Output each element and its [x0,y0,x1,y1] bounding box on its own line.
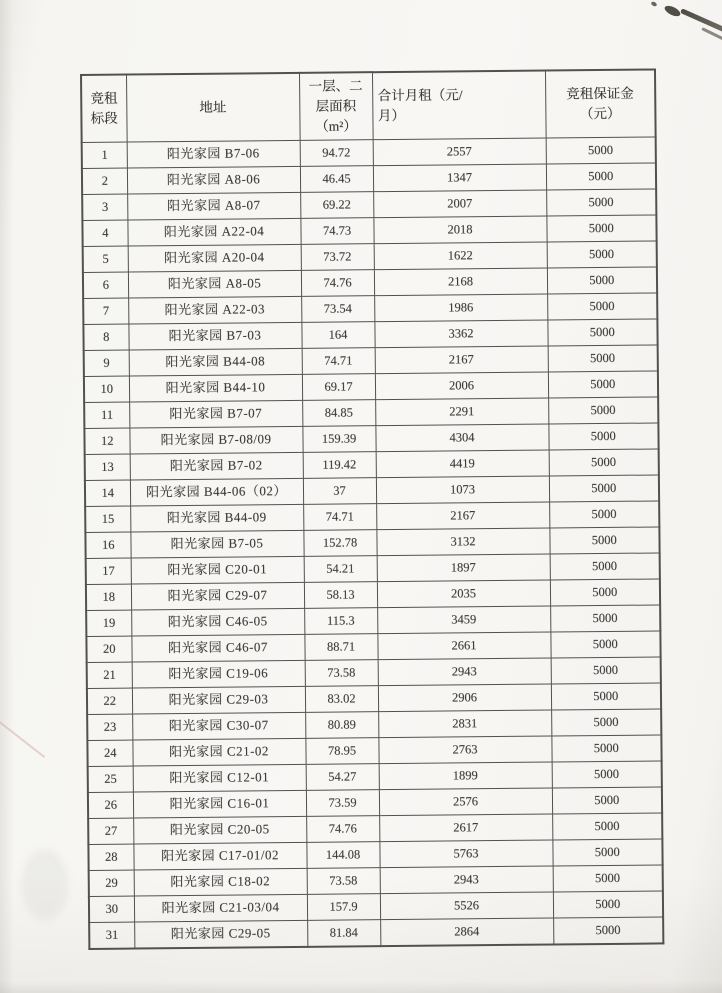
cell-address: 阳光家园 B44-10 [129,374,302,402]
cell-address: 阳光家园 B7-05 [130,530,303,558]
cell-area: 144.08 [306,842,379,869]
cell-lot-no: 2 [82,168,127,194]
scan-shadow-left [0,0,14,993]
cell-address: 阳光家园 C20-01 [131,556,304,584]
cell-deposit: 5000 [549,527,659,554]
cell-lot-no: 30 [89,896,134,922]
cell-lot-no: 25 [88,766,133,792]
cell-rent: 2006 [375,372,548,400]
cell-deposit: 5000 [547,241,657,268]
cell-deposit: 5000 [551,735,661,762]
cell-rent: 2167 [375,346,548,374]
cell-lot-no: 3 [82,194,127,220]
cell-rent: 2943 [378,658,551,686]
cell-deposit: 5000 [546,215,656,242]
cell-area: 115.3 [304,608,377,635]
table-wrap [80,68,664,949]
cell-area: 152.78 [303,530,376,557]
cell-rent: 5763 [379,840,552,868]
cell-area: 58.13 [304,582,377,609]
col-header-lot: 竞租 标段 [81,75,127,143]
cell-area: 37 [303,478,376,505]
cell-rent: 2576 [379,788,552,816]
cell-lot-no: 11 [84,402,129,428]
cell-lot-no: 19 [86,610,131,636]
cell-rent: 2763 [378,736,551,764]
cell-lot-no: 9 [84,350,129,376]
cell-area: 157.9 [307,894,380,921]
cell-lot-no: 20 [86,636,131,662]
cell-lot-no: 28 [88,844,133,870]
cell-area: 159.39 [302,426,375,453]
cell-lot-no: 17 [86,558,131,584]
cell-address: 阳光家园 B44-09 [130,504,303,532]
cell-lot-no: 4 [82,220,127,246]
cell-deposit: 5000 [550,553,660,580]
cell-area: 74.71 [302,348,375,375]
cell-deposit: 5000 [548,423,658,450]
cell-deposit: 5000 [548,371,658,398]
cell-address: 阳光家园 B7-06 [127,140,300,168]
cell-address: 阳光家园 C21-03/04 [134,894,307,922]
cell-rent: 2661 [377,632,550,660]
cell-lot-no: 22 [87,688,132,714]
scan-smudge [22,850,68,920]
cell-area: 164 [301,322,374,349]
cell-area: 73.58 [307,868,380,895]
cell-area: 69.17 [302,374,375,401]
cell-lot-no: 7 [83,298,128,324]
cell-area: 94.72 [300,140,373,167]
pen-mark-tip-icon [663,4,682,19]
cell-rent: 2943 [380,866,553,894]
cell-lot-no: 5 [83,246,128,272]
cell-lot-no: 10 [84,376,129,402]
cell-rent: 2291 [375,398,548,426]
cell-rent: 1897 [377,554,550,582]
cell-lot-no: 23 [87,714,132,740]
cell-deposit: 5000 [550,579,660,606]
cell-lot-no: 14 [85,480,130,506]
cell-address: 阳光家园 A8-07 [127,192,300,220]
cell-lot-no: 18 [86,584,131,610]
cell-rent: 4419 [376,450,549,478]
cell-rent: 1073 [376,476,549,504]
cell-deposit: 5000 [547,267,657,294]
scan-shadow-bottom [0,981,722,993]
cell-address: 阳光家园 C46-05 [131,608,304,636]
cell-deposit: 5000 [549,501,659,528]
cell-address: 阳光家园 C19-06 [132,660,305,688]
cell-rent: 3362 [374,320,547,348]
cell-address: 阳光家园 C18-02 [134,868,307,896]
cell-lot-no: 26 [88,792,133,818]
cell-lot-no: 12 [84,428,129,454]
cell-rent: 3132 [376,528,549,556]
cell-deposit: 5000 [547,319,657,346]
cell-address: 阳光家园 B44-08 [129,348,302,376]
cell-rent: 3459 [377,606,550,634]
cell-lot-no: 24 [87,740,132,766]
cell-address: 阳光家园 B7-02 [130,452,303,480]
cell-area: 73.54 [301,296,374,323]
cell-lot-no: 21 [87,662,132,688]
cell-rent: 2617 [379,814,552,842]
col-header-rent: 合计月租（元/ 月） [372,71,546,140]
cell-deposit: 5000 [550,605,660,632]
cell-deposit: 5000 [548,397,658,424]
cell-rent: 1622 [374,242,547,270]
cell-rent: 1899 [379,762,552,790]
cell-deposit: 5000 [553,865,663,892]
cell-lot-no: 1 [82,142,127,168]
col-header-area: 一层、二 层面积 （m²） [299,72,373,140]
cell-rent: 2557 [373,138,546,166]
cell-area: 74.73 [300,218,373,245]
table-header [81,69,656,142]
cell-deposit: 5000 [546,189,656,216]
cell-area: 83.02 [305,686,378,713]
cell-area: 73.58 [305,660,378,687]
cell-area: 78.95 [305,738,378,765]
cell-deposit: 5000 [552,813,662,840]
cell-deposit: 5000 [552,787,662,814]
cell-deposit: 5000 [549,449,659,476]
table-row [89,917,663,949]
cell-rent: 1347 [373,164,546,192]
cell-address: 阳光家园 A8-05 [128,270,301,298]
header-row [81,69,656,142]
cell-rent: 4304 [375,424,548,452]
cell-address: 阳光家园 B7-03 [128,322,301,350]
cell-rent: 2864 [380,918,553,946]
cell-deposit: 5000 [547,293,657,320]
cell-deposit: 5000 [553,891,663,918]
cell-lot-no: 15 [85,506,130,532]
cell-rent: 2007 [373,190,546,218]
cell-area: 74.71 [303,504,376,531]
cell-address: 阳光家园 B44-06（02） [130,478,303,506]
cell-area: 69.22 [300,192,373,219]
cell-address: 阳光家园 C29-05 [134,920,307,948]
cell-area: 80.89 [305,712,378,739]
cell-area: 73.59 [306,790,379,817]
cell-deposit: 5000 [549,475,659,502]
cell-address: 阳光家园 C29-07 [131,582,304,610]
cell-lot-no: 29 [89,870,134,896]
cell-area: 81.84 [307,920,380,947]
cell-address: 阳光家园 A20-04 [128,244,301,272]
cell-area: 84.85 [302,400,375,427]
cell-deposit: 5000 [546,137,656,164]
cell-lot-no: 13 [85,454,130,480]
cell-rent: 1986 [374,294,547,322]
cell-address: 阳光家园 A22-04 [127,218,300,246]
pen-mark-stroke-icon [680,8,722,36]
cell-area: 46.45 [300,166,373,193]
cell-deposit: 5000 [550,631,660,658]
cell-lot-no: 8 [83,324,128,350]
cell-address: 阳光家园 C21-02 [132,738,305,766]
cell-lot-no: 27 [88,818,133,844]
cell-address: 阳光家园 C20-05 [133,816,306,844]
cell-address: 阳光家园 C46-07 [131,634,304,662]
cell-area: 73.72 [301,244,374,271]
cell-address: 阳光家园 C17-01/02 [133,842,306,870]
cell-address: 阳光家园 A22-03 [128,296,301,324]
cell-deposit: 5000 [551,683,661,710]
rental-lots-table [80,68,664,949]
cell-address: 阳光家园 A8-06 [127,166,300,194]
cell-deposit: 5000 [553,917,663,945]
pen-mark-dot-icon [650,1,657,7]
cell-address: 阳光家园 B7-08/09 [129,426,302,454]
cell-rent: 2035 [377,580,550,608]
cell-address: 阳光家园 C29-03 [132,686,305,714]
cell-lot-no: 31 [89,922,134,949]
col-header-address: 地址 [126,73,300,142]
cell-address: 阳光家园 C16-01 [133,790,306,818]
cell-deposit: 5000 [548,345,658,372]
cell-area: 74.76 [301,270,374,297]
cell-area: 74.76 [306,816,379,843]
cell-rent: 2167 [376,502,549,530]
cell-area: 119.42 [303,452,376,479]
cell-area: 88.71 [304,634,377,661]
cell-area: 54.27 [306,764,379,791]
cell-rent: 2168 [374,268,547,296]
cell-rent: 5526 [380,892,553,920]
cell-deposit: 5000 [551,709,661,736]
cell-address: 阳光家园 B7-07 [129,400,302,428]
cell-address: 阳光家园 C30-07 [132,712,305,740]
col-header-deposit: 竞租保证金 （元） [545,69,656,138]
table-body [82,137,664,949]
cell-deposit: 5000 [546,163,656,190]
cell-lot-no: 16 [85,532,130,558]
cell-deposit: 5000 [552,839,662,866]
cell-deposit: 5000 [552,761,662,788]
cell-area: 54.21 [304,556,377,583]
cell-rent: 2906 [378,684,551,712]
cell-lot-no: 6 [83,272,128,298]
cell-address: 阳光家园 C12-01 [133,764,306,792]
cell-rent: 2831 [378,710,551,738]
cell-rent: 2018 [373,216,546,244]
cell-deposit: 5000 [551,657,661,684]
